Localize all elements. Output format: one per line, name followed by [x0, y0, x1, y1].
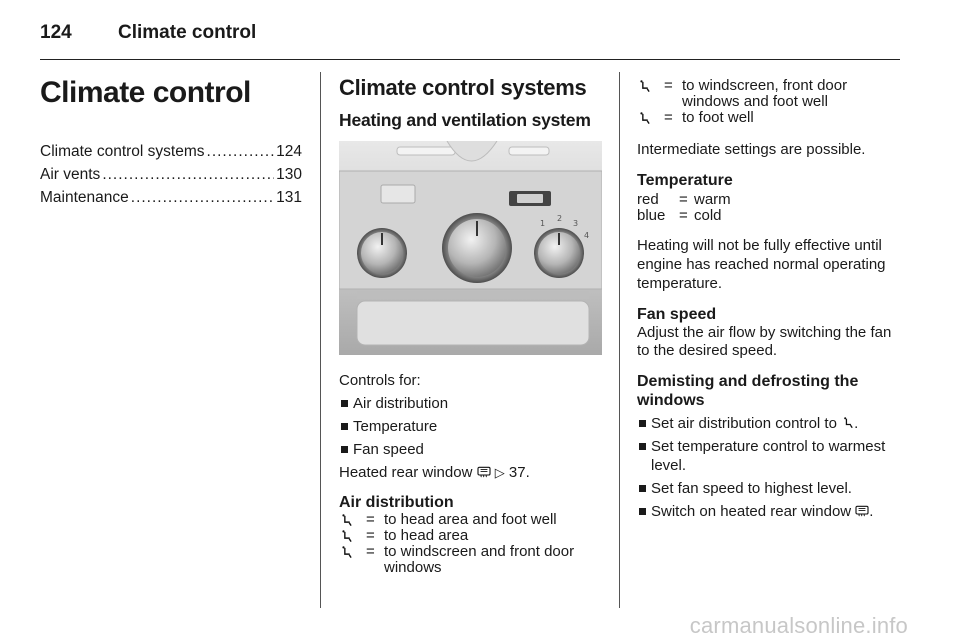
definition-text: cold [694, 207, 722, 224]
definition-term: blue [637, 207, 666, 224]
demisting-heading: Demisting and defrosting the windows [637, 373, 859, 409]
list-item: Set fan speed to highest level. [637, 479, 905, 498]
definition-text: warm [694, 191, 731, 208]
fan-scale-label: 3 [573, 219, 579, 228]
definition-row [339, 512, 604, 528]
subsection-title: Heating and ventilation system [339, 110, 591, 130]
window-heat-icon [477, 466, 491, 478]
fan-speed-text: Adjust the air flow by switching the fan to the desired speed. [637, 324, 892, 359]
temperature-list [637, 192, 905, 224]
watermark: carmanualsonline.info [689, 613, 908, 638]
toc-page: 130 [276, 166, 302, 183]
right-column [637, 72, 905, 521]
step-text: Switch on heated rear window [651, 503, 852, 520]
equals-sign: = [664, 109, 673, 126]
definition-term: red [637, 191, 659, 208]
fan-scale-label: 1 [540, 219, 546, 228]
list-item: Air distribution [339, 394, 604, 413]
list-item: Temperature [339, 417, 604, 436]
reference-arrow-icon: ▷ [494, 465, 505, 480]
windscreen-airflow-icon [339, 544, 366, 576]
head-foot-airflow-icon [339, 512, 366, 528]
fan-speed-heading: Fan speed [637, 306, 717, 323]
fan-scale-label: 2 [557, 214, 563, 223]
demisting-steps [637, 414, 905, 521]
equals-sign: = [366, 543, 375, 560]
foot-airflow-icon [637, 110, 664, 126]
definition-text: to foot well [682, 109, 754, 126]
left-column [40, 72, 302, 209]
heated-rear-window-line [339, 463, 604, 482]
list-item: Set air distribution control to . [637, 414, 905, 433]
air-distribution-list [339, 512, 604, 576]
table-of-contents [40, 140, 302, 209]
window-heat-icon [855, 505, 869, 517]
equals-sign: = [679, 191, 688, 208]
windscreen-foot-airflow-icon [637, 78, 664, 110]
definition-text: to head area [384, 527, 469, 544]
equals-sign: = [679, 207, 688, 224]
controls-intro: Controls for: [339, 372, 421, 389]
definition-row [637, 192, 905, 208]
heating-note: Heating will not be fully effective until engine has reached normal operating temperature. [637, 237, 886, 292]
toc-page: 124 [276, 143, 302, 160]
equals-sign: = [664, 77, 673, 94]
definition-row [637, 208, 905, 224]
heated-rear-window-text: Heated rear window [339, 464, 473, 481]
control-panel-photo [339, 141, 602, 355]
toc-leader [102, 163, 274, 186]
toc-label: Air vents [40, 166, 101, 183]
page-header [40, 20, 900, 60]
head-airflow-icon [339, 528, 366, 544]
controls-list [339, 394, 604, 459]
chapter-title: Climate control [40, 76, 251, 109]
definition-row [637, 110, 905, 126]
list-item: Switch on heated rear window . [637, 502, 905, 521]
definition-row [339, 528, 604, 544]
column-divider [619, 72, 620, 608]
toc-leader [131, 186, 274, 209]
column-divider [320, 72, 321, 608]
equals-sign: = [366, 527, 375, 544]
header-title: Climate control [118, 22, 257, 43]
toc-item[interactable] [40, 163, 302, 186]
toc-leader [207, 140, 275, 163]
definition-text: to windscreen, front door windows and foot well [682, 77, 848, 110]
temperature-heading: Temperature [637, 172, 733, 189]
page-number: 124 [40, 22, 72, 43]
list-item: Set temperature control to warmest level. [637, 437, 905, 475]
toc-label: Maintenance [40, 189, 129, 206]
intermediate-note: Intermediate settings are possible. [637, 141, 866, 158]
section-title: Climate control systems [339, 75, 587, 100]
toc-label: Climate control systems [40, 143, 205, 160]
definition-row [637, 78, 905, 110]
equals-sign: = [366, 511, 375, 528]
definition-text: to head area and foot well [384, 511, 557, 528]
definition-text: to windscreen and front door windows [384, 543, 575, 576]
toc-page: 131 [276, 189, 302, 206]
middle-column [339, 72, 604, 576]
fan-scale-label: 4 [584, 231, 590, 240]
toc-item[interactable] [40, 140, 302, 163]
toc-item[interactable] [40, 186, 302, 209]
air-distribution-heading: Air distribution [339, 494, 454, 511]
list-item: Fan speed [339, 440, 604, 459]
windscreen-airflow-icon [841, 417, 854, 429]
air-distribution-list-continued [637, 78, 905, 126]
reference-page[interactable]: 37. [508, 464, 530, 481]
step-text: Set air distribution control to [651, 415, 837, 432]
definition-row [339, 544, 604, 576]
